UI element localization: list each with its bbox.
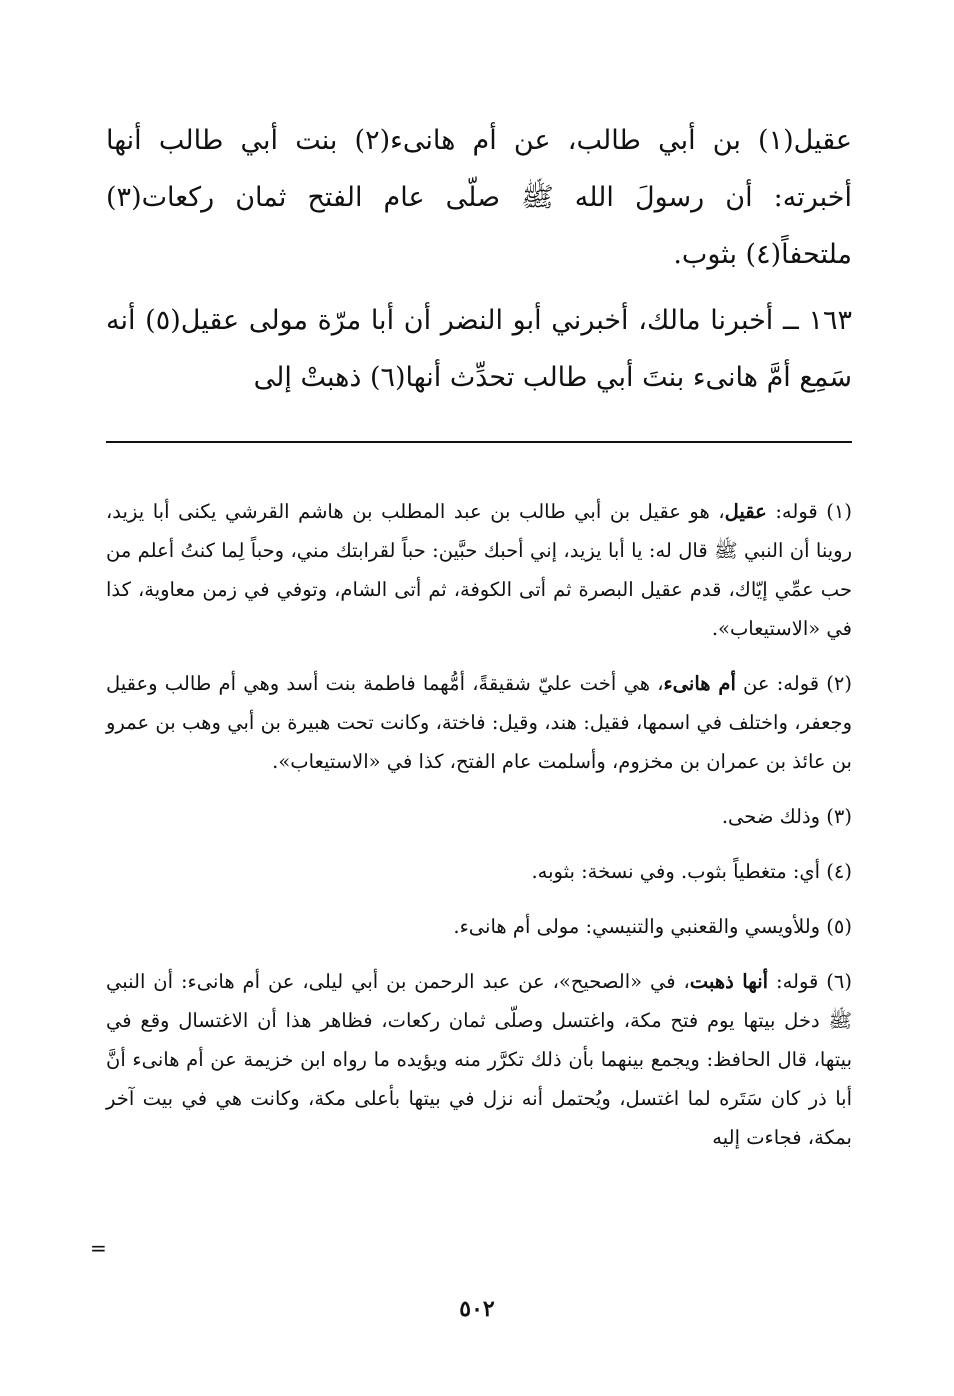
footnotes-section <box>106 492 852 1157</box>
footnote-6 <box>106 962 852 1157</box>
footnote-2-keyword: أم هانىء <box>663 672 736 695</box>
footnote-1 <box>106 492 852 648</box>
footnote-2-text: ، هي أخت عليّ شقيقةً، أمُّهما فاطمة بنت أسد وهي أم طالب وعقيل وجعفر، واختلف في اسمها، فقيل: هند، وقيل: فاختة، وكانت تحت هبيرة بن أبي وهب بن عمرو بن عائذ بن عمران بن مخزوم، وأسلمت عام الفتح، كذا في «الاستيعاب». <box>106 672 852 773</box>
footnote-1-text: ، هو عقيل بن أبي طالب بن عبد المطلب بن هاشم القرشي يكنى أبا يزيد، روينا أن النبي ﷺ قال له: يا أبا يزيد، إني أحبك حبَّين: حباً لقرابتك مني، وحباً لِما كنتُ أعلم من حب عمِّي إيّاك، قدم عقيل البصرة ثم أتى الكوفة، ثم أتى الشام، وتوفي في زمن معاوية، كذا في «الاستيعاب». <box>106 500 852 640</box>
footnote-6-prefix: (٦) قوله: <box>768 970 853 993</box>
page-number: ٥٠٢ <box>459 1296 495 1322</box>
footnote-6-keyword: أنها ذهبت <box>689 970 769 993</box>
footnote-1-keyword: عقيل <box>724 500 767 523</box>
footnote-5: (٥) وللأويسي والقعنبي والتنيسي: مولى أم هانىء. <box>453 915 852 938</box>
continuation-mark: = <box>90 1236 107 1260</box>
footnote-1-prefix: (١) قوله: <box>766 500 852 523</box>
main-paragraph-1: عقيل(١) بن أبي طالب، عن أم هانىء(٢) بنت أبي طالب أنها أخبرته: أن رسولَ الله ﷺ صلّى عام الفتح ثمان ركعات(٣) ملتحفاً(٤) بثوب. <box>106 125 852 270</box>
footnote-3: (٣) وذلك ضحى. <box>721 805 852 828</box>
footnote-6-text: ، في «الصحيح»، عن عبد الرحمن بن أبي ليلى، عن أم هانىء: أن النبي ﷺ دخل بيتها يوم فتح مكة، واغتسل وصلّى ثمان ركعات، فظاهر هذا أن الاغتسال وقع في بيتها، قال الحافظ: ويجمع بينهما بأن ذلك تكرَّر منه ويؤيده ما رواه ابن خزيمة عن أم هانىء أنَّ أبا ذر كان سَتَره لما اغتسل، ويُحتمل أنه نزل في بيتها بأعلى مكة، وكانت هي في بيت آخر بمكة، فجاءت إليه <box>106 970 852 1149</box>
footnote-separator-rule <box>106 441 852 443</box>
hadith-163-block <box>106 292 852 406</box>
footnote-4: (٤) أي: متغطياً بثوب. وفي نسخة: بثوبه. <box>531 860 852 883</box>
footnote-2 <box>106 664 852 781</box>
main-paragraph-2: ١٦٣ ــ أخبرنا مالك، أخبرني أبو النضر أن أبا مرّة مولى عقيل(٥) أنه سَمِع أمَّ هانىء بنتَ أبي طالب تحدِّث أنها(٦) ذهبتْ إلى <box>106 305 852 393</box>
main-text-block <box>106 112 852 283</box>
footnote-2-prefix: (٢) قوله: عن <box>735 672 853 695</box>
